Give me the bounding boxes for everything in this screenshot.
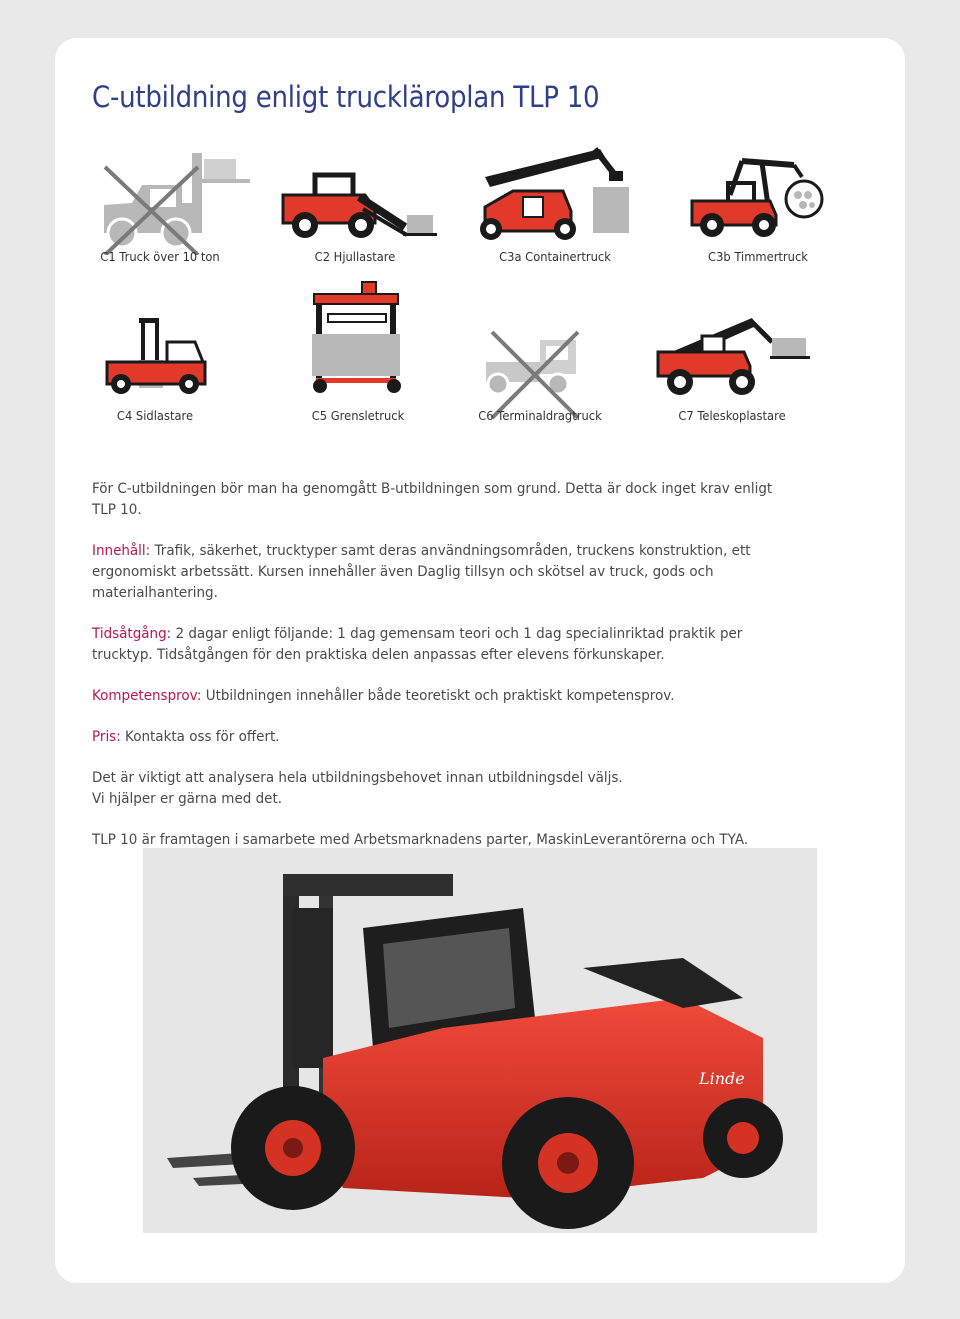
contents-label: Innehåll: [92, 543, 151, 559]
side-loader-icon [55, 290, 255, 405]
duration-label: Tidsåtgång: [92, 626, 172, 642]
body-text [92, 479, 780, 851]
truck-label: C6 Terminaldragtruck [478, 408, 602, 423]
heavy-forklift-icon [60, 145, 260, 255]
truck-label: C5 Grensletruck [311, 408, 405, 423]
page-title: C-utbildning enligt truckläroplan TLP 10 [92, 80, 600, 114]
truck-label: C3b Timmertruck [708, 249, 808, 264]
linde-heavy-forklift-photo [143, 848, 817, 1233]
wheel-loader-icon [255, 145, 455, 255]
analysis-line-2: Vi hjälper er gärna med det. [92, 791, 283, 807]
duration-text: 2 dagar enligt följande: 1 dag gemensam teori och 1 dag specialinriktad praktik per trucktyp. Tidsåtgången för den praktiska delen anpassas efter elevens förkunskaper. [92, 626, 743, 663]
truck-label: C2 Hjullastare [314, 249, 396, 264]
timber-truck-icon [658, 145, 858, 255]
telehandler-icon [632, 290, 832, 405]
forklift-photo [143, 848, 817, 1233]
price-text: Kontakta oss för offert. [125, 729, 280, 745]
intro-paragraph: För C-utbildningen bör man ha genomgått B-utbildningen som grund. Detta är dock inget krav enligt TLP 10. [92, 481, 773, 518]
price-paragraph [92, 727, 780, 748]
truck-label: C3a Containertruck [499, 249, 611, 264]
truck-card-c3b [658, 145, 858, 295]
truck-card-c1 [60, 145, 260, 295]
truck-card-c7 [632, 290, 832, 440]
truck-label: C7 Teleskoplastare [678, 408, 786, 423]
truck-card-c2 [255, 145, 455, 295]
truck-card-c5 [258, 278, 458, 428]
exam-text: Utbildningen innehåller både teoretiskt och praktiskt kompetensprov. [205, 688, 675, 704]
credits-paragraph: TLP 10 är framtagen i samarbete med Arbetsmarknadens parter, MaskinLeverantörerna och TYA. [92, 832, 749, 848]
analysis-line-1: Det är viktigt att analysera hela utbildningsbehovet innan utbildningsdel väljs. [92, 770, 623, 786]
straddle-carrier-icon [258, 278, 458, 403]
truck-card-c4 [55, 290, 255, 440]
duration-paragraph [92, 624, 780, 666]
contents-paragraph [92, 541, 780, 604]
truck-label: C1 Truck över 10 ton [100, 249, 220, 264]
contents-text: Trafik, säkerhet, trucktyper samt deras användningsområden, truckens konstruktion, ett ergonomiskt arbetssätt. Kursen innehåller även Daglig tillsyn och skötsel av truck, gods och materialhantering. [92, 543, 751, 601]
truck-card-c3a [455, 145, 655, 295]
exam-label: Kompetensprov: [92, 688, 202, 704]
linde-logo: Linde [699, 1069, 745, 1088]
truck-card-c6 [440, 290, 640, 440]
price-label: Pris: [92, 729, 121, 745]
terminal-tractor-icon [440, 290, 640, 420]
container-truck-icon [455, 145, 655, 255]
truck-label: C4 Sidlastare [116, 408, 194, 423]
exam-paragraph [92, 686, 780, 707]
